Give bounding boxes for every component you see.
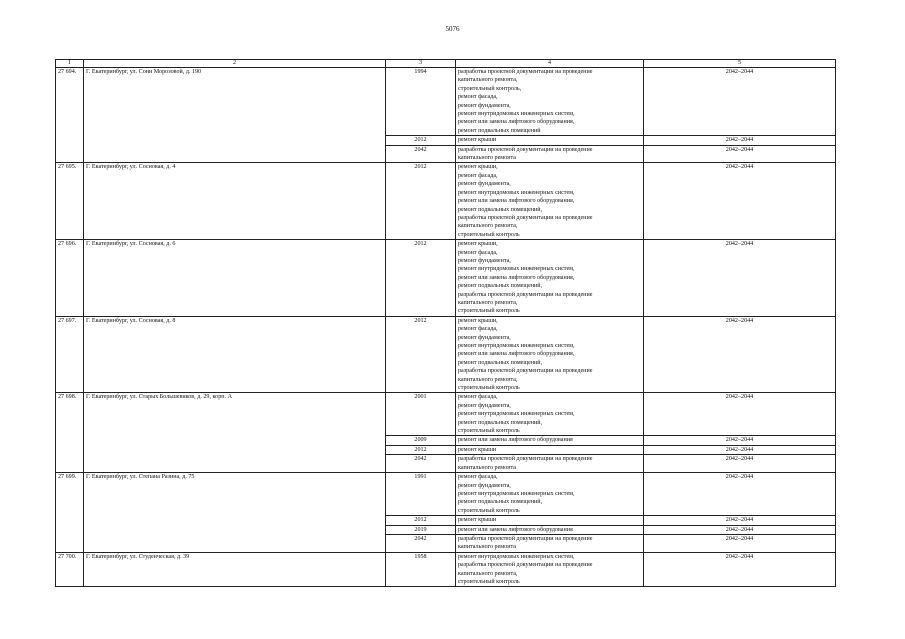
year-cell: 2012 xyxy=(386,240,456,317)
column-number-row xyxy=(56,60,836,68)
work-item: строительный контроль xyxy=(458,308,520,315)
work-item: ремонт внутридомовых инженерных систем, xyxy=(458,111,575,118)
work-item: ремонт фасада, xyxy=(458,94,498,101)
works-cell xyxy=(456,136,644,145)
work-item: ремонт крыши, xyxy=(458,241,498,248)
year-cell: 2042 xyxy=(386,534,456,552)
work-item: ремонт крыши, xyxy=(458,164,498,171)
page-number: 5076 xyxy=(445,25,460,33)
works-cell xyxy=(456,436,644,445)
year-cell: 2042 xyxy=(386,455,456,473)
table-row xyxy=(56,393,836,436)
year-cell: 1991 xyxy=(386,473,456,516)
work-item: ремонт фундамента, xyxy=(458,402,511,409)
table-row xyxy=(56,552,836,587)
work-item: ремонт подвальных помещений xyxy=(458,127,541,134)
period-cell: 2042–2044 xyxy=(644,534,836,552)
period-cell: 2042–2044 xyxy=(644,516,836,525)
work-item: капитального ремонта xyxy=(458,155,516,162)
work-item: ремонт фасада, xyxy=(458,249,498,256)
work-item: ремонт фундамента, xyxy=(458,257,511,264)
work-item: ремонт подвальных помещений, xyxy=(458,419,543,426)
work-item: ремонт фасада, xyxy=(458,474,498,481)
work-item: ремонт подвальных помещений, xyxy=(458,206,543,213)
year-cell: 1994 xyxy=(386,68,456,136)
work-item: ремонт фундамента, xyxy=(458,102,511,109)
work-item: ремонт внутридомовых инженерных систем, xyxy=(458,411,575,418)
column-number: 3 xyxy=(386,60,456,68)
period-cell: 2042–2044 xyxy=(644,436,836,445)
year-cell: 1958 xyxy=(386,552,456,587)
works-cell xyxy=(456,68,644,136)
work-item: капитального ремонта xyxy=(458,464,516,471)
works-cell xyxy=(456,316,644,393)
entry-number: 27 695. xyxy=(56,163,84,240)
year-cell: 2012 xyxy=(386,445,456,454)
works-cell xyxy=(456,552,644,587)
work-item: строительный контроль xyxy=(458,385,520,392)
works-cell xyxy=(456,525,644,534)
table-row xyxy=(56,240,836,317)
work-item: ремонт внутридомовых инженерных систем, xyxy=(458,490,575,497)
work-item: ремонт внутридомовых инженерных систем, xyxy=(458,189,575,196)
table-row xyxy=(56,163,836,240)
work-item: разработка проектной документации на проведение xyxy=(458,291,593,298)
works-cell xyxy=(456,393,644,436)
work-item: ремонт фундамента, xyxy=(458,334,511,341)
year-cell: 2042 xyxy=(386,145,456,163)
work-item: разработка проектной документации на проведение xyxy=(458,456,593,463)
work-item: разработка проектной документации на проведение xyxy=(458,562,593,569)
work-item: ремонт фасада, xyxy=(458,172,498,179)
work-item: строительный контроль xyxy=(458,578,520,585)
period-cell: 2042–2044 xyxy=(644,145,836,163)
period-cell: 2042–2044 xyxy=(644,163,836,240)
work-item: разработка проектной документации на проведение xyxy=(458,214,593,221)
period-cell: 2042–2044 xyxy=(644,473,836,516)
work-item: капитального ремонта, xyxy=(458,299,518,306)
period-cell: 2042–2044 xyxy=(644,525,836,534)
works-cell xyxy=(456,240,644,317)
work-item: капитального ремонта, xyxy=(458,376,518,383)
work-item: ремонт крыши, xyxy=(458,317,498,324)
column-number: 1 xyxy=(56,60,84,68)
work-item: ремонт или замена лифтового оборудования, xyxy=(458,351,575,358)
year-cell: 2012 xyxy=(386,516,456,525)
work-item: ремонт или замена лифтового оборудования xyxy=(458,526,573,533)
building-address: Г. Екатеринбург, ул. Сосновая, д. 4 xyxy=(84,163,386,240)
work-item: ремонт подвальных помещений, xyxy=(458,283,543,290)
building-address: Г. Екатеринбург, ул. Студенческая, д. 39 xyxy=(84,552,386,587)
work-item: ремонт или замена лифтового оборудования, xyxy=(458,274,575,281)
works-cell xyxy=(456,163,644,240)
period-cell: 2042–2044 xyxy=(644,240,836,317)
table-body xyxy=(56,60,836,587)
work-item: ремонт крыши xyxy=(458,517,497,524)
works-cell xyxy=(456,473,644,516)
period-cell: 2042–2044 xyxy=(644,445,836,454)
work-item: ремонт или замена лифтового оборудования xyxy=(458,437,573,444)
work-item: ремонт фасада, xyxy=(458,394,498,401)
work-item: капитального ремонта, xyxy=(458,223,518,230)
works-cell xyxy=(456,534,644,552)
work-item: строительный контроль xyxy=(458,428,520,435)
work-item: ремонт внутридомовых инженерных систем, xyxy=(458,266,575,273)
year-cell: 2012 xyxy=(386,163,456,240)
work-item: строительный контроль xyxy=(458,507,520,514)
work-item: ремонт фундамента, xyxy=(458,482,511,489)
entry-number: 27 696. xyxy=(56,240,84,317)
year-cell: 2019 xyxy=(386,525,456,534)
work-item: строительный контроль, xyxy=(458,85,522,92)
work-item: ремонт внутридомовых инженерных систем, xyxy=(458,343,575,349)
entry-number: 27 698. xyxy=(56,393,84,473)
entry-number: 27 699. xyxy=(56,473,84,553)
table-row xyxy=(56,473,836,516)
column-number: 2 xyxy=(84,60,386,68)
table-row xyxy=(56,316,836,393)
work-item: ремонт или замена лифтового оборудования, xyxy=(458,119,575,126)
period-cell: 2042–2044 xyxy=(644,393,836,436)
entry-number: 27 697. xyxy=(56,316,84,393)
building-address: Г. Екатеринбург, ул. Сосновая, д. 6 xyxy=(84,240,386,317)
work-item: ремонт фасада, xyxy=(458,326,498,333)
work-item: ремонт крыши xyxy=(458,137,497,144)
period-cell: 2042–2044 xyxy=(644,316,836,393)
work-item: разработка проектной документации на проведение xyxy=(458,146,593,153)
capital-repair-table xyxy=(55,59,836,587)
building-address: Г. Екатеринбург, ул. Сосновая, д. 8 xyxy=(84,316,386,393)
work-item: ремонт фундамента, xyxy=(458,181,511,188)
work-item: ремонт крыши xyxy=(458,446,497,453)
work-item: капитального ремонта xyxy=(458,544,516,551)
year-cell: 2012 xyxy=(386,136,456,145)
work-item: ремонт подвальных помещений, xyxy=(458,499,543,506)
work-item: разработка проектной документации на проведение xyxy=(458,535,593,542)
building-address: Г. Екатеринбург, ул. Степана Разина, д. 75 xyxy=(84,473,386,553)
work-item: капитального ремонта, xyxy=(458,77,518,84)
column-number: 5 xyxy=(644,60,836,68)
column-number: 4 xyxy=(456,60,644,68)
work-item: разработка проектной документации на проведение xyxy=(458,69,593,75)
entry-number: 27 694. xyxy=(56,68,84,163)
year-cell: 2001 xyxy=(386,393,456,436)
entry-number: 27 700. xyxy=(56,552,84,587)
period-cell: 2042–2044 xyxy=(644,455,836,473)
work-item: ремонт или замена лифтового оборудования, xyxy=(458,198,575,205)
building-address: Г. Екатеринбург, ул. Сони Морозовой, д. 190 xyxy=(84,68,386,163)
works-cell xyxy=(456,145,644,163)
year-cell: 2009 xyxy=(386,436,456,445)
work-item: ремонт подвальных помещений, xyxy=(458,359,543,366)
work-item: капитального ремонта, xyxy=(458,570,518,577)
works-cell xyxy=(456,455,644,473)
works-cell xyxy=(456,516,644,525)
period-cell: 2042–2044 xyxy=(644,552,836,587)
building-address: Г. Екатеринбург, ул. Старых Большевиков, д. 29, корп. А xyxy=(84,393,386,473)
year-cell: 2012 xyxy=(386,316,456,393)
work-item: разработка проектной документации на проведение xyxy=(458,368,593,375)
works-cell xyxy=(456,445,644,454)
table-row xyxy=(56,68,836,136)
work-item: строительный контроль xyxy=(458,231,520,238)
period-cell: 2042–2044 xyxy=(644,136,836,145)
work-item: ремонт внутридомовых инженерных систем, xyxy=(458,553,575,560)
period-cell: 2042–2044 xyxy=(644,68,836,136)
